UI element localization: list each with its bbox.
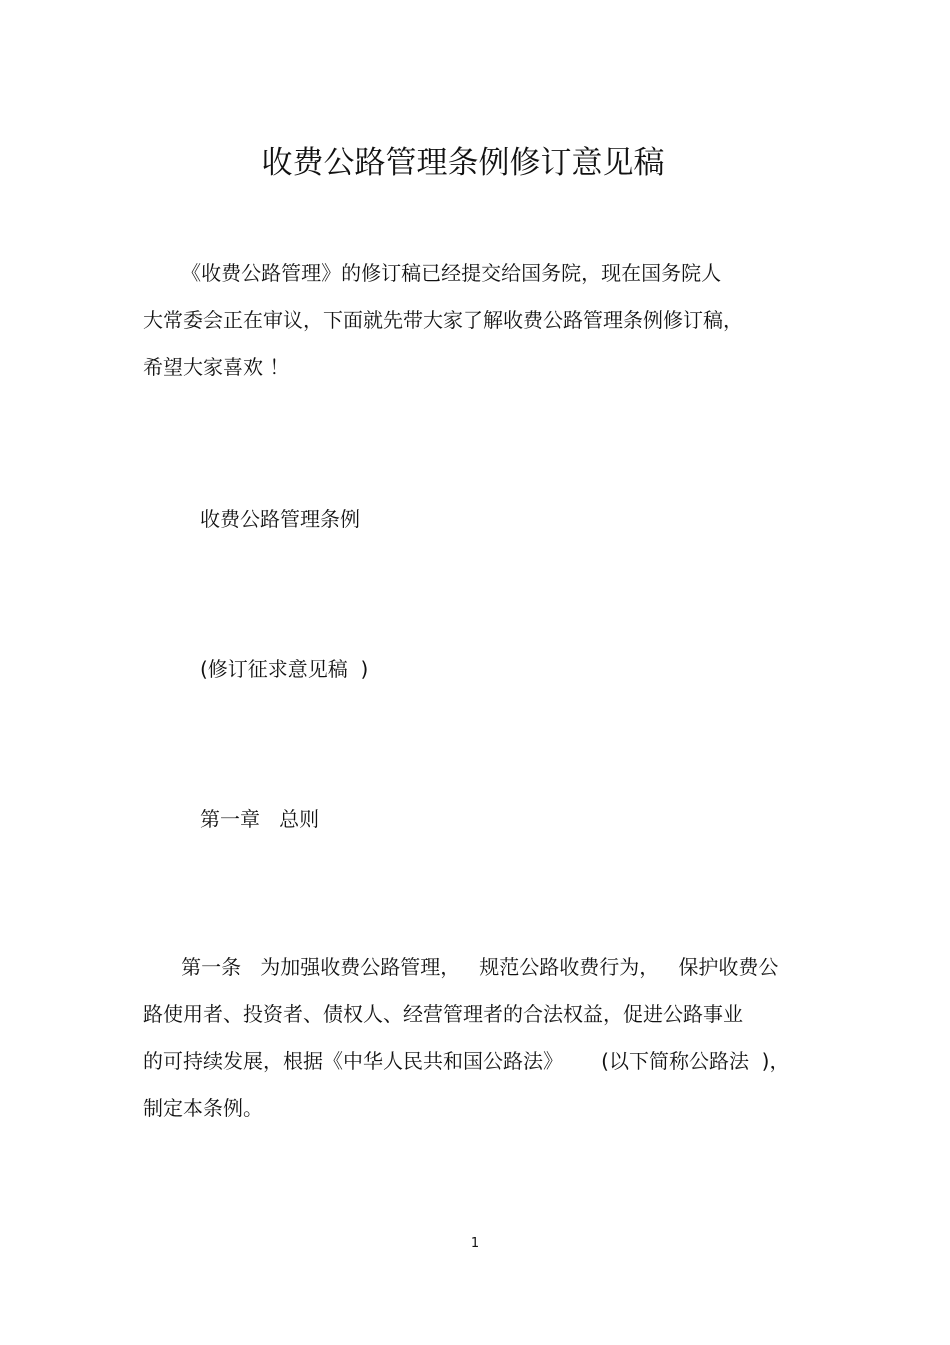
- article-line: 制定本条例。: [143, 1096, 263, 1120]
- intro-line: 希望大家喜欢 ！: [143, 355, 290, 379]
- intro-paragraph: [143, 250, 813, 391]
- intro-line: 大常委会正在审议，下面就先带大家了解收费公路管理条例修订稿，: [143, 308, 743, 332]
- chapter-heading: 第一章 总则: [200, 807, 320, 831]
- draft-note: (修订征求意见稿 ): [200, 657, 369, 681]
- article-paragraph: [143, 944, 813, 1132]
- document-title: 收费公路管理条例修订意见稿: [261, 145, 665, 181]
- page-number: 1: [470, 1236, 480, 1251]
- article-line: 路使用者、投资者、债权人、经营管理者的合法权益，促进公路事业: [143, 1002, 743, 1026]
- article-line: 的可持续发展，根据《中华人民共和国公路法》 (以下简称公路法 )，: [143, 1049, 790, 1073]
- law-title: 收费公路管理条例: [200, 507, 360, 531]
- article-line: 第一条 为加强收费公路管理， 规范公路收费行为， 保护收费公: [143, 955, 779, 979]
- intro-line: 《收费公路管理》的修订稿已经提交给国务院，现在国务院人: [143, 261, 722, 285]
